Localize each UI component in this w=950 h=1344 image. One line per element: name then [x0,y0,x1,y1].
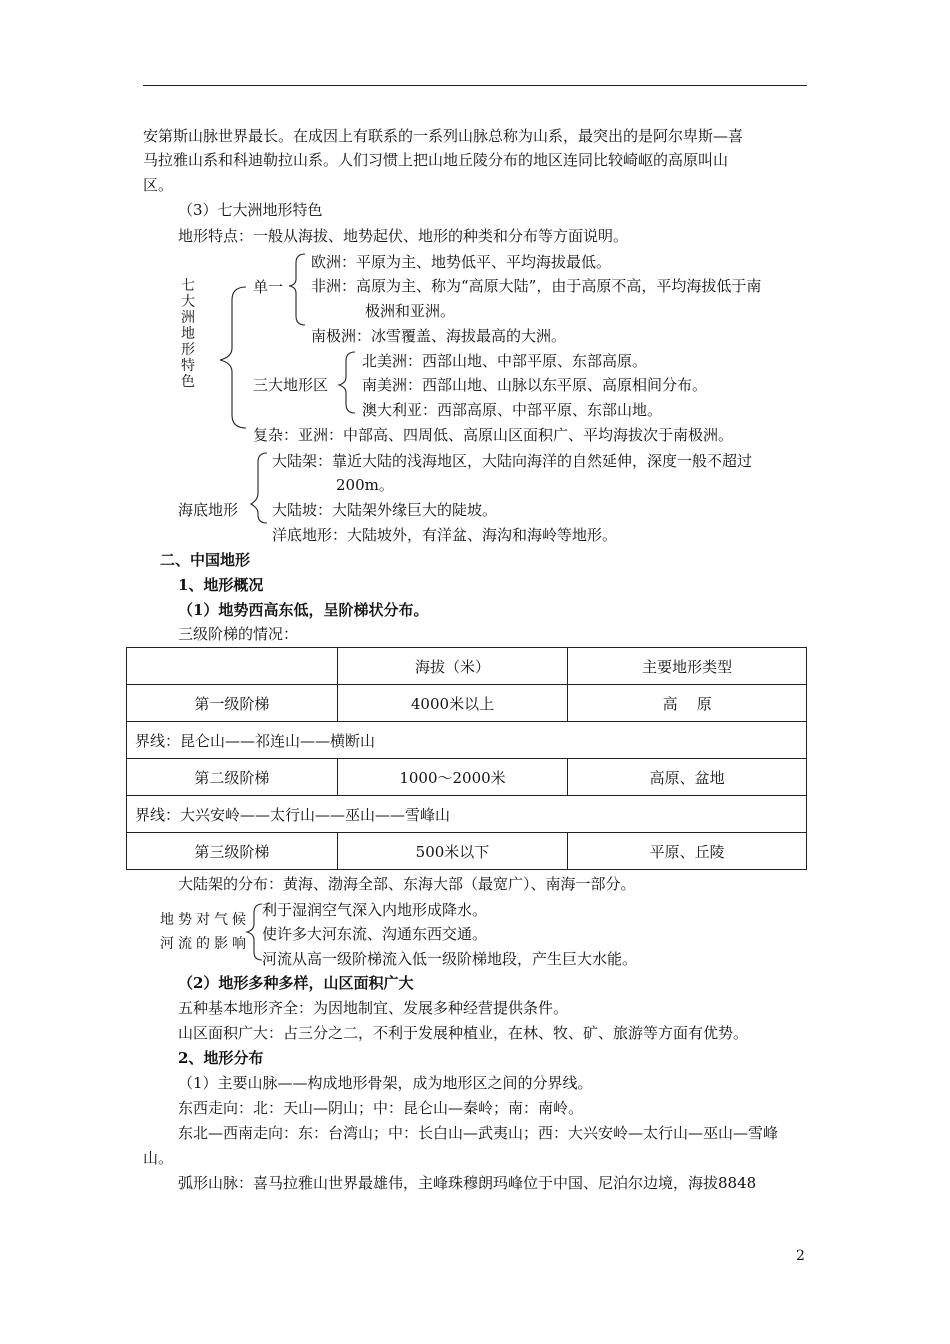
africa-text-1: 非洲：高原为主、称为“高原大陆”，由于高原不高，平均海拔低于南 [311,277,762,295]
china-sub2: 2、地形分布 [178,1049,264,1067]
arc-mountains-text: 弧形山脉：喜马拉雅山世界最雄伟，主峰珠穆朗玛峰位于中国、尼泊尔边境，海拔8848 [178,1174,757,1192]
table-header-row [127,648,807,685]
terrain-intro: 地形特点：一般从海拔、地势起伏、地形的种类和分布等方面说明。 [178,227,629,245]
seafloor-label: 海底地形 [178,501,239,519]
china-point1: （1）地势西高东低，呈阶梯状分布。 [178,601,429,619]
section3-title: （3）七大洲地形特色 [178,201,323,219]
table-row [127,685,807,722]
boundary-cell: 界线：昆仑山——祁连山——横断山 [127,722,807,759]
table-header-cell: 主要地形类型 [568,648,807,685]
table-cell: 第二级阶梯 [127,759,338,796]
table-cell: 平原、丘陵 [568,833,807,870]
ne-sw-text-1: 东北—西南走向：东：台湾山；中：长白山—武夷山；西：大兴安岭—太行山—巫山—雪峰 [178,1124,779,1142]
page-number: 2 [796,1248,805,1264]
main-mountains-text: （1）主要山脉——构成地形骨架，成为地形区之间的分界线。 [178,1074,593,1092]
mountain-area-text: 山区面积广大：占三分之二，不利于发展种植业，在林、牧、矿、旅游等方面有优势。 [178,1024,749,1042]
influence-label-line1: 地势对气候 [160,912,250,928]
east-west-text: 东西走向：北：天山—阴山；中：昆仑山—秦岭；南：南岭。 [178,1099,584,1117]
antarctica-text: 南极洲：冰雪覆盖、海拔最高的大洲。 [311,327,567,345]
table-boundary-row [127,722,807,759]
ocean-floor-text: 洋底地形：大陆坡外，有洋盆、海沟和海岭等地形。 [272,526,618,544]
influence-item1: 利于湿润空气深入内地形成降水。 [262,901,488,919]
table-row [127,759,807,796]
table-cell: 第三级阶梯 [127,833,338,870]
europe-text: 欧洲：平原为主、地势低平、平均海拔最低。 [311,253,612,271]
slope-text: 大陆坡：大陆架外缘巨大的陡坡。 [272,501,498,519]
three-regions-label: 三大地形区 [253,376,329,394]
table-row [127,833,807,870]
table-cell: 500米以下 [337,833,568,870]
influence-label-line2: 河流的影响 [160,936,250,952]
china-sub1: 1、地形概况 [178,576,264,594]
table-boundary-row [127,796,807,833]
steps-intro: 三级阶梯的情况： [178,625,299,643]
shelf-text-2: 200m。 [336,476,394,494]
table-cell: 第一级阶梯 [127,685,338,722]
south-america-text: 南美洲：西部山地、山脉以东平原、高原相间分布。 [362,376,708,394]
complex-text: 复杂：亚洲：中部高、四周低、高原山区面积广、平均海拔次于南极洲。 [253,426,734,444]
para1-line3: 区。 [143,176,174,194]
china-point2: （2）地形多种多样，山区面积广大 [178,974,414,992]
five-types-text: 五种基本地形齐全：为因地制宜、发展多种经营提供条件。 [178,999,569,1017]
table-cell: 1000～2000米 [337,759,568,796]
africa-text-2: 极洲和亚洲。 [365,302,456,320]
north-america-text: 北美洲：西部山地、中部平原、东部高原。 [362,352,648,370]
continents-vertical-label: 七大洲地形特色 [181,278,195,390]
influence-item3: 河流从高一级阶梯流入低一级阶梯地段，产生巨大水能。 [262,950,638,968]
table-header-cell [127,648,338,685]
table-cell: 4000米以上 [337,685,568,722]
para1-line1: 安第斯山脉世界最长。在成因上有联系的一系列山脉总称为山系，最突出的是阿尔卑斯—喜 [143,127,744,145]
boundary-cell: 界线：大兴安岭——太行山——巫山——雪峰山 [127,796,807,833]
steps-table [126,647,807,870]
china-heading: 二、中国地形 [160,551,251,569]
shelf-text-1: 大陆架：靠近大陆的浅海地区，大陆向海洋的自然延伸，深度一般不超过 [272,452,753,470]
table-header-cell: 海拔（米） [337,648,568,685]
table-cell: 高 原 [568,685,807,722]
influence-item2: 使许多大河东流、沟通东西交通。 [262,925,488,943]
australia-text: 澳大利亚：西部高原、中部平原、东部山地。 [362,401,663,419]
table-cell: 高原、盆地 [568,759,807,796]
ne-sw-text-2: 山。 [143,1149,174,1167]
single-label: 单一 [253,278,284,296]
shelf-distribution: 大陆架的分布：黄海、渤海全部、东海大部（最宽广）、南海一部分。 [178,875,636,893]
para1-line2: 马拉雅山系和科迪勒拉山系。人们习惯上把山地丘陵分布的地区连同比较崎岖的高原叫山 [143,151,729,169]
